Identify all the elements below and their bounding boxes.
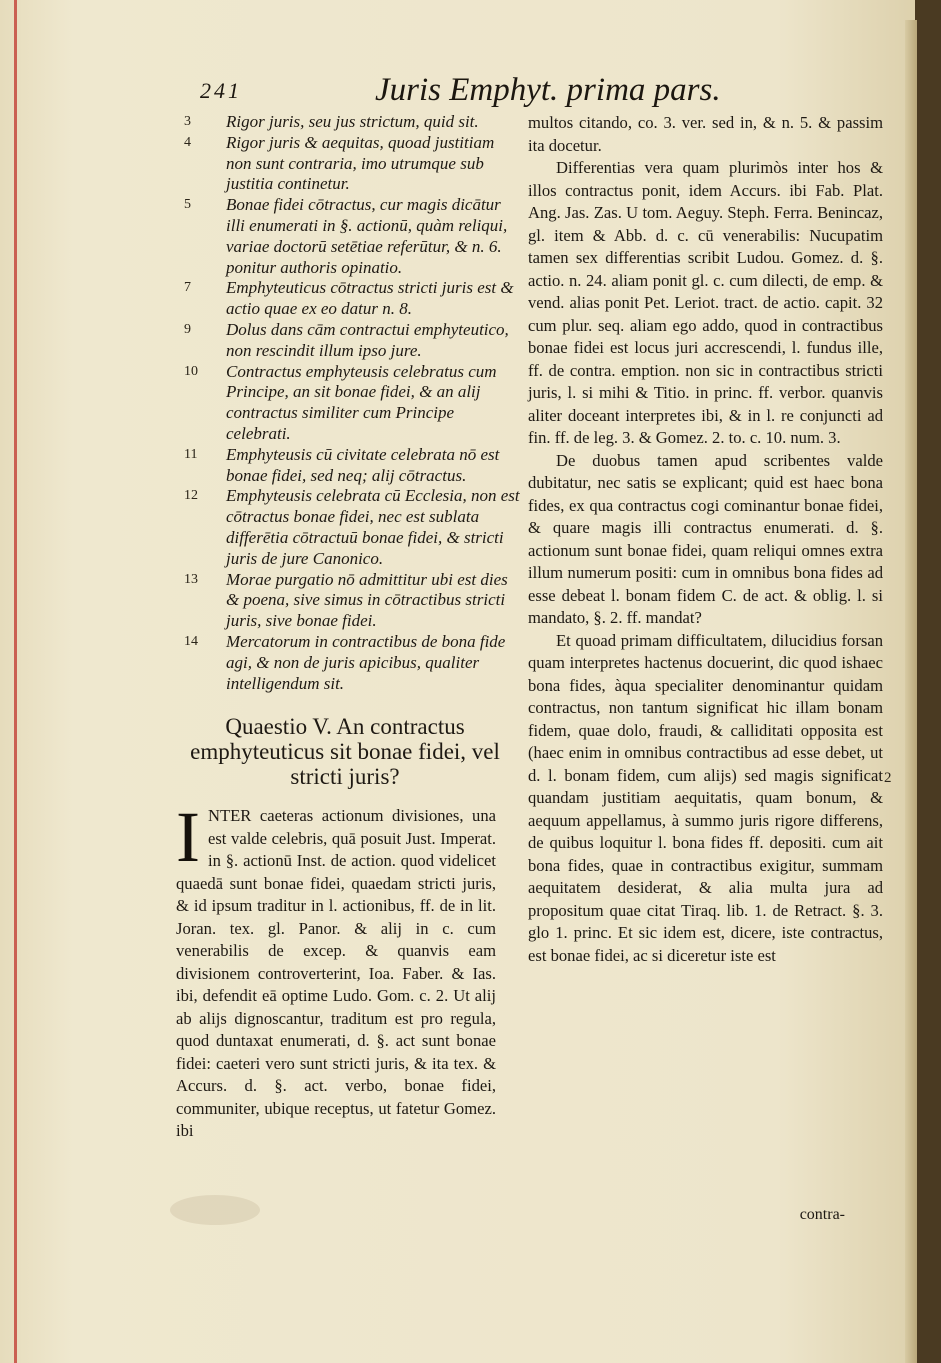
page-number: 241 bbox=[200, 78, 242, 103]
summary-item: 12 Emphyteusis celebrata cū Ecclesia, non est cōtractus bonae fidei, nec est sublata differētia cōtractuū bonae fidei, & stricti juris de jure Canonico. bbox=[184, 486, 520, 568]
margin-number: 2 bbox=[884, 770, 892, 786]
right-paragraph-3: De duobus tamen apud scribentes valde dubitatur, nec satis se explicant; quid est haec bona fides, ex qua contractus cogi cominantur bonae fidei, & quare magis illi contractus enumerati. d. §. actionum sunt bonae fidei, quam reliqui omnes extra illum numerum positi: cum in omnibus bona fides ad esse debeat l. bonam fidem C. de act. & oblig. l. si mandato, §. 2. ff. mandat? bbox=[528, 450, 883, 627]
summary-item: 7 Emphyteuticus cōtractus stricti juris est & actio quae ex eo datur n. 8. bbox=[184, 278, 514, 319]
summary-item: 11 Emphyteusis cū civitate celebrata nō est bonae fidei, sed neq; alij cōtractus. bbox=[184, 444, 500, 485]
summary-item: 5 Bonae fidei cōtractus, cur magis dicātur illi enumerati in §. actionū, quàm reliqui, variae doctorū setētiae referūtur, & n. 6. ponitur authoris opinatio. bbox=[184, 195, 508, 277]
catchword: contra- bbox=[799, 1206, 845, 1223]
summary-item: 13 Morae purgatio nō admittitur ubi est dies & poena, sive simus in cōtractibus stricti juris, sive bonae fidei. bbox=[184, 569, 508, 631]
question-heading: Quaestio V. An contractus emphyteuticus sit bonae fidei, vel stricti juris? bbox=[190, 714, 500, 790]
right-paragraph-2: Differentias vera quam plurimòs inter hos & illos contractus ponit, idem Accurs. ibi Fab. Plat. Ang. Jas. Zas. U tom. Aeguy. Steph. Ferra. Benincaz, gl. item & Abb. d. c. cū venerabilis: Nucupatim tamen sex differentias scribit Ludou. Gomez. d. §. actio. n. 24. aliam ponit gl. c. cum dilecti, de emp. & vend. alias ponit Pet. Leriot. tract. de actio. capit. 32 cum plur. seq. aliam ego addo, quod in contractibus bonae fidei est locus juri accrescendi, l. fundus ille, ff. de contra. emption. non sic in contractibus stricti juris, l. si mihi & Titio. in princ. ff. verbor. quanvis aliter doceant interpretes ibi, & in l. re conjuncti ad fin. ff. de leg. 3. & Gomez. 2. to. c. 10. num. 3. bbox=[528, 158, 883, 447]
page-header bbox=[190, 72, 890, 112]
summary-item: 3 Rigor juris, seu jus strictum, quid sit. bbox=[184, 112, 479, 131]
summary-item: 4 Rigor juris & aequitas, quoad justitiam non sunt contraria, imo utrumque sub justitia continetur. bbox=[184, 132, 495, 194]
running-title: Juris Emphyt. prima pars. bbox=[375, 72, 721, 108]
page-margin-rule bbox=[14, 0, 17, 1363]
right-column bbox=[528, 112, 883, 967]
page-stain bbox=[170, 1195, 260, 1225]
left-body-paragraph: INTER caeteras actionum divisiones, una est valde celebris, quā posuit Just. Imperat. in §. actionū Inst. de action. quod videlicet quaedā sunt bonae fidei, quaedam stricti juris, & id ipsum traditur in l. actionibus, ff. de in lit. Joran. tex. gl. Panor. & alij in c. cum venerabilis de excep. & quanvis eam divisionem controverterint, Ioa. Faber. & Ias. ibi, defendit eā optime Ludo. Gom. c. 2. Ut alij ab alijs dignoscantur, traditum est pro regula, quod duntaxat enumerati, d. §. act sunt bonae fidei: caeteri vero sunt stricti juris, & ita tex. & Accurs. d. §. act. verbo, bonae fidei, communiter, ubique receptus, ut fatetur Gomez. ibi bbox=[176, 797, 496, 1141]
summary-item: 14 Mercatorum in contractibus de bona fide agi, & non de juris apicibus, qualiter intelligendum sit. bbox=[184, 631, 506, 693]
page-edge-shadow bbox=[905, 20, 917, 1363]
right-paragraph-1: multos citando, co. 3. ver. sed in, & n. 5. & passim ita docetur. bbox=[528, 113, 883, 155]
summary-item: 10 Contractus emphyteusis celebratus cum Principe, an sit bonae fidei, & an alij contractus similiter cum Principe celebrati. bbox=[184, 361, 497, 443]
right-paragraph-4: Et quoad primam difficultatem, dilucidius forsan quam interpretes hactenus docuerint, dic quod ishaec bona fides, àqua specialiter denominantur quidam contractus, non tantum significat hic illam bonam fidem, quae dolo, fraudi, & calliditati opposita est (haec enim in omnibus contractibus ad esse debet, ut d. l. bonam fidem, cum alijs) sed magis significat quandam justitiam aequitatis, quam bonum, & aequum appellamus, à summo juris rigore differens, de quibus loquitur l. bona fides ff. depositi. cum ait bona fides, quae in contractibus exigitur, summam aequitatem desiderat, & alia multa jura ad propositum quae citat Tiraq. lib. 1. de Retract. §. 3. glo 1. princ. Et sic idem est, dicere, iste contractus, est bonae fidei, ac si diceretur iste est bbox=[528, 630, 883, 965]
left-column bbox=[160, 112, 520, 1143]
summary-list bbox=[160, 112, 520, 694]
drop-cap: I bbox=[176, 797, 200, 878]
summary-item: 9 Dolus dans cām contractui emphyteutico, non rescindit illum ipso jure. bbox=[184, 319, 509, 360]
